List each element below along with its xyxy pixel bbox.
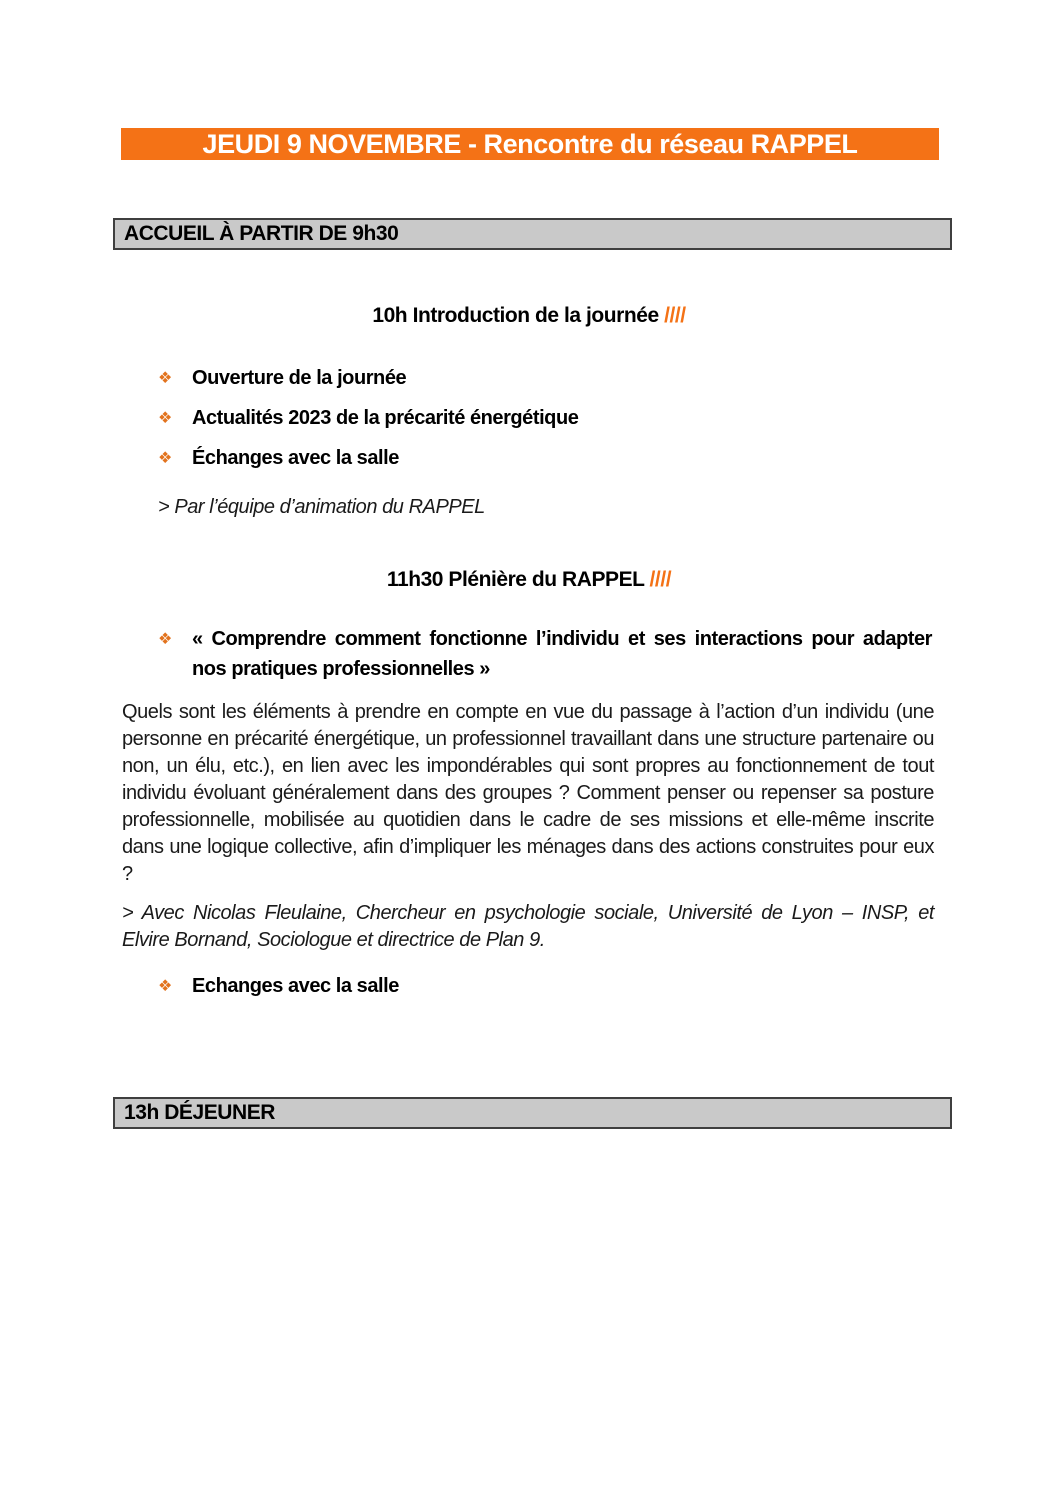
- section-banner-accueil: ACCUEIL À PARTIR DE 9h30: [113, 218, 952, 250]
- session-pleniere-title: 11h30 Plénière du RAPPEL: [386, 568, 645, 591]
- agenda-item-label: Echanges avec la salle: [192, 975, 399, 997]
- pleniere-description: Quels sont les éléments à prendre en compte en vue du passage à l’action d’un individu (une personne en précarité énergétique, un professionnel travaillant dans une structure partenaire ou non, un élu, etc.), en lien avec les impondérables qui sont propres au fonctionnement de tout individu évoluant généralement dans des groupes ? Comment penser ou repenser sa posture professionnelle, mobilisée au quotidien dans le cadre de ses missions et elle-même inscrite dans une logique collective, afin d’impliquer les ménages dans des actions construites pour eux ?: [122, 701, 934, 885]
- event-title-banner: JEUDI 9 NOVEMBRE - Rencontre du réseau RAPPEL: [121, 128, 939, 160]
- pleniere-topic-label: « Comprendre comment fonctionne l’individu et ses interactions pour adapter nos pratiques professionnelles »: [192, 628, 932, 680]
- slashes-decoration: ////: [649, 568, 672, 591]
- agenda-item-actualites: [158, 405, 1058, 431]
- agenda-item-label: Actualités 2023 de la précarité énergétique: [192, 407, 579, 429]
- session-pleniere-heading: [0, 567, 1058, 593]
- pleniere-topic-item: [158, 624, 1058, 684]
- agenda-item-label: Ouverture de la journée: [192, 367, 407, 389]
- agenda-item-echanges: [158, 445, 1058, 471]
- diamond-bullet-icon: ❖: [158, 448, 173, 467]
- diamond-bullet-icon: ❖: [158, 368, 173, 387]
- diamond-bullet-icon: ❖: [158, 976, 173, 995]
- session-intro-title: 10h Introduction de la journée: [372, 304, 659, 327]
- session-intro-heading: [0, 303, 1058, 329]
- agenda-item-echanges-pleniere: [158, 973, 1058, 999]
- slashes-decoration: ////: [664, 304, 686, 327]
- intro-speaker-note: > Par l’équipe d’animation du RAPPEL: [158, 496, 485, 518]
- agenda-item-label: Échanges avec la salle: [192, 447, 399, 469]
- agenda-item-ouverture: [158, 365, 1058, 391]
- diamond-bullet-icon: ❖: [158, 629, 173, 648]
- intro-agenda-list: [0, 365, 1058, 471]
- diamond-bullet-icon: ❖: [158, 408, 173, 427]
- section-banner-dejeuner: 13h DÉJEUNER: [113, 1097, 952, 1129]
- pleniere-speaker-note: > Avec Nicolas Fleulaine, Chercheur en psychologie sociale, Université de Lyon – INSP, et Elvire Bornand, Sociologue et directrice de Plan 9.: [122, 902, 934, 951]
